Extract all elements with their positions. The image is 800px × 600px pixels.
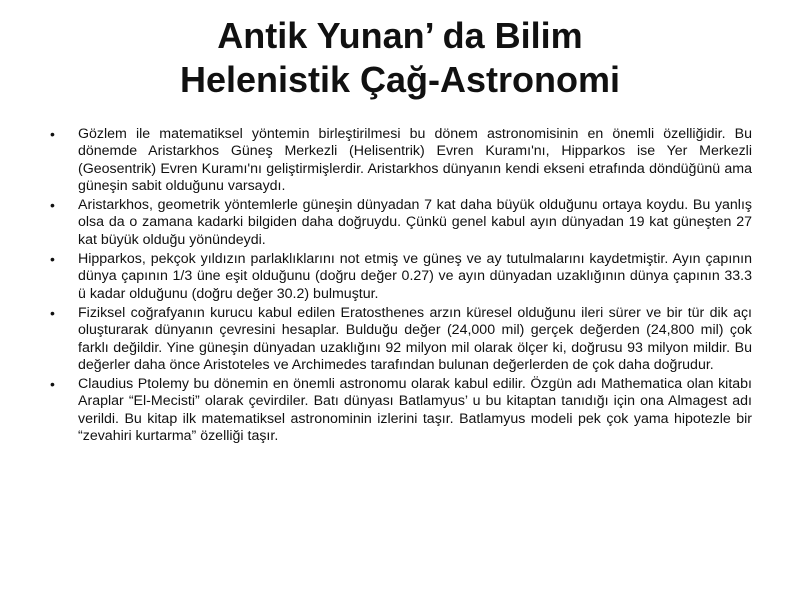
bullet-icon: • [50, 197, 55, 214]
bullet-item [50, 251, 752, 303]
bullet-icon: • [50, 126, 55, 142]
bullet-text: Hipparkos, pekçok yıldızın parlaklıklarını not etmiş ve güneş ve ay tutulmalarını kaydetmiştir. Ayın çapının dünya çapının 1/3 üne eşit olduğunu (doğru değer 0.27) ve ayın dünyadan uzaklığının dünya çapının 33.3 ü kadar olduğunu (doğru değer 30.2) bulmuştur. [78, 251, 752, 302]
bullet-text: Claudius Ptolemy bu dönemin en önemli astronomu olarak kabul edilir. Özgün adı Mathematica olan kitabı Araplar “El-Mecisti” olarak çevirdiler. Batı dünyası Batlamyus’ u bu kitaptan tanıdığı için ona Almagest adı verildi. Bu kitap ilk matematiksel astronominin izlerini taşır. Batlamyus modeli pek çok yama hipotezle bir “zevahiri kurtarma” özelliği taşır. [78, 376, 752, 445]
bullet-icon: • [50, 251, 55, 268]
bullet-item [50, 305, 752, 374]
title-line-2: Helenistik Çağ-Astronomi [179, 59, 621, 100]
bullet-text: Fiziksel coğrafyanın kurucu kabul edilen Eratosthenes arzın küresel olduğunu ileri sürer ve bir tür dik açı oluşturarak dünyanın çevresini hesaplar. Bulduğu değer (24,000 mil) gerçek değerden (24,800 mil) çok farklı değildir. Yine güneşin dünyadan uzaklığını 92 milyon mil olarak ölçer ki, doğrusu 93 milyon mildir. Bu değerler daha önce Aristoteles ve Archimedes tarafından bulunan değerlerden de çok daha doğrudur. [78, 304, 752, 373]
bullet-item [50, 376, 752, 445]
bullet-text: Gözlem ile matematiksel yöntemin birleştirilmesi bu dönem astronomisinin en önemli özelliğidir. Bu dönemde Aristarkhos Güneş Merkezli (Helisentrik) Evren Kuramı'nı, Hipparkos ise Yer Merkezli (Geosentrik) Evren Kuramı'nı geliştirmişlerdir. Aristarkhos dünyanın kendi ekseni etrafında döndüğünü ama güneşin sabit olduğunu varsaydı. [78, 126, 752, 194]
bullet-item [50, 197, 752, 249]
bullet-icon: • [50, 376, 55, 393]
bullet-list [50, 126, 752, 447]
bullet-item [50, 126, 752, 195]
bullet-icon: • [50, 304, 55, 321]
bullet-text: Aristarkhos, geometrik yöntemlerle güneşin dünyadan 7 kat daha büyük olduğunu ortaya koydu. Bu yanlış olsa da o zamana kadarki bilgiden daha doğruydu. Çünkü genel kabul ayın dünyadan 19 kat güneşten 27 kat büyük olduğu yönündeydi. [78, 197, 752, 248]
slide-title [40, 14, 760, 102]
title-line-1: Antik Yunan’ da Bilim [217, 15, 583, 56]
